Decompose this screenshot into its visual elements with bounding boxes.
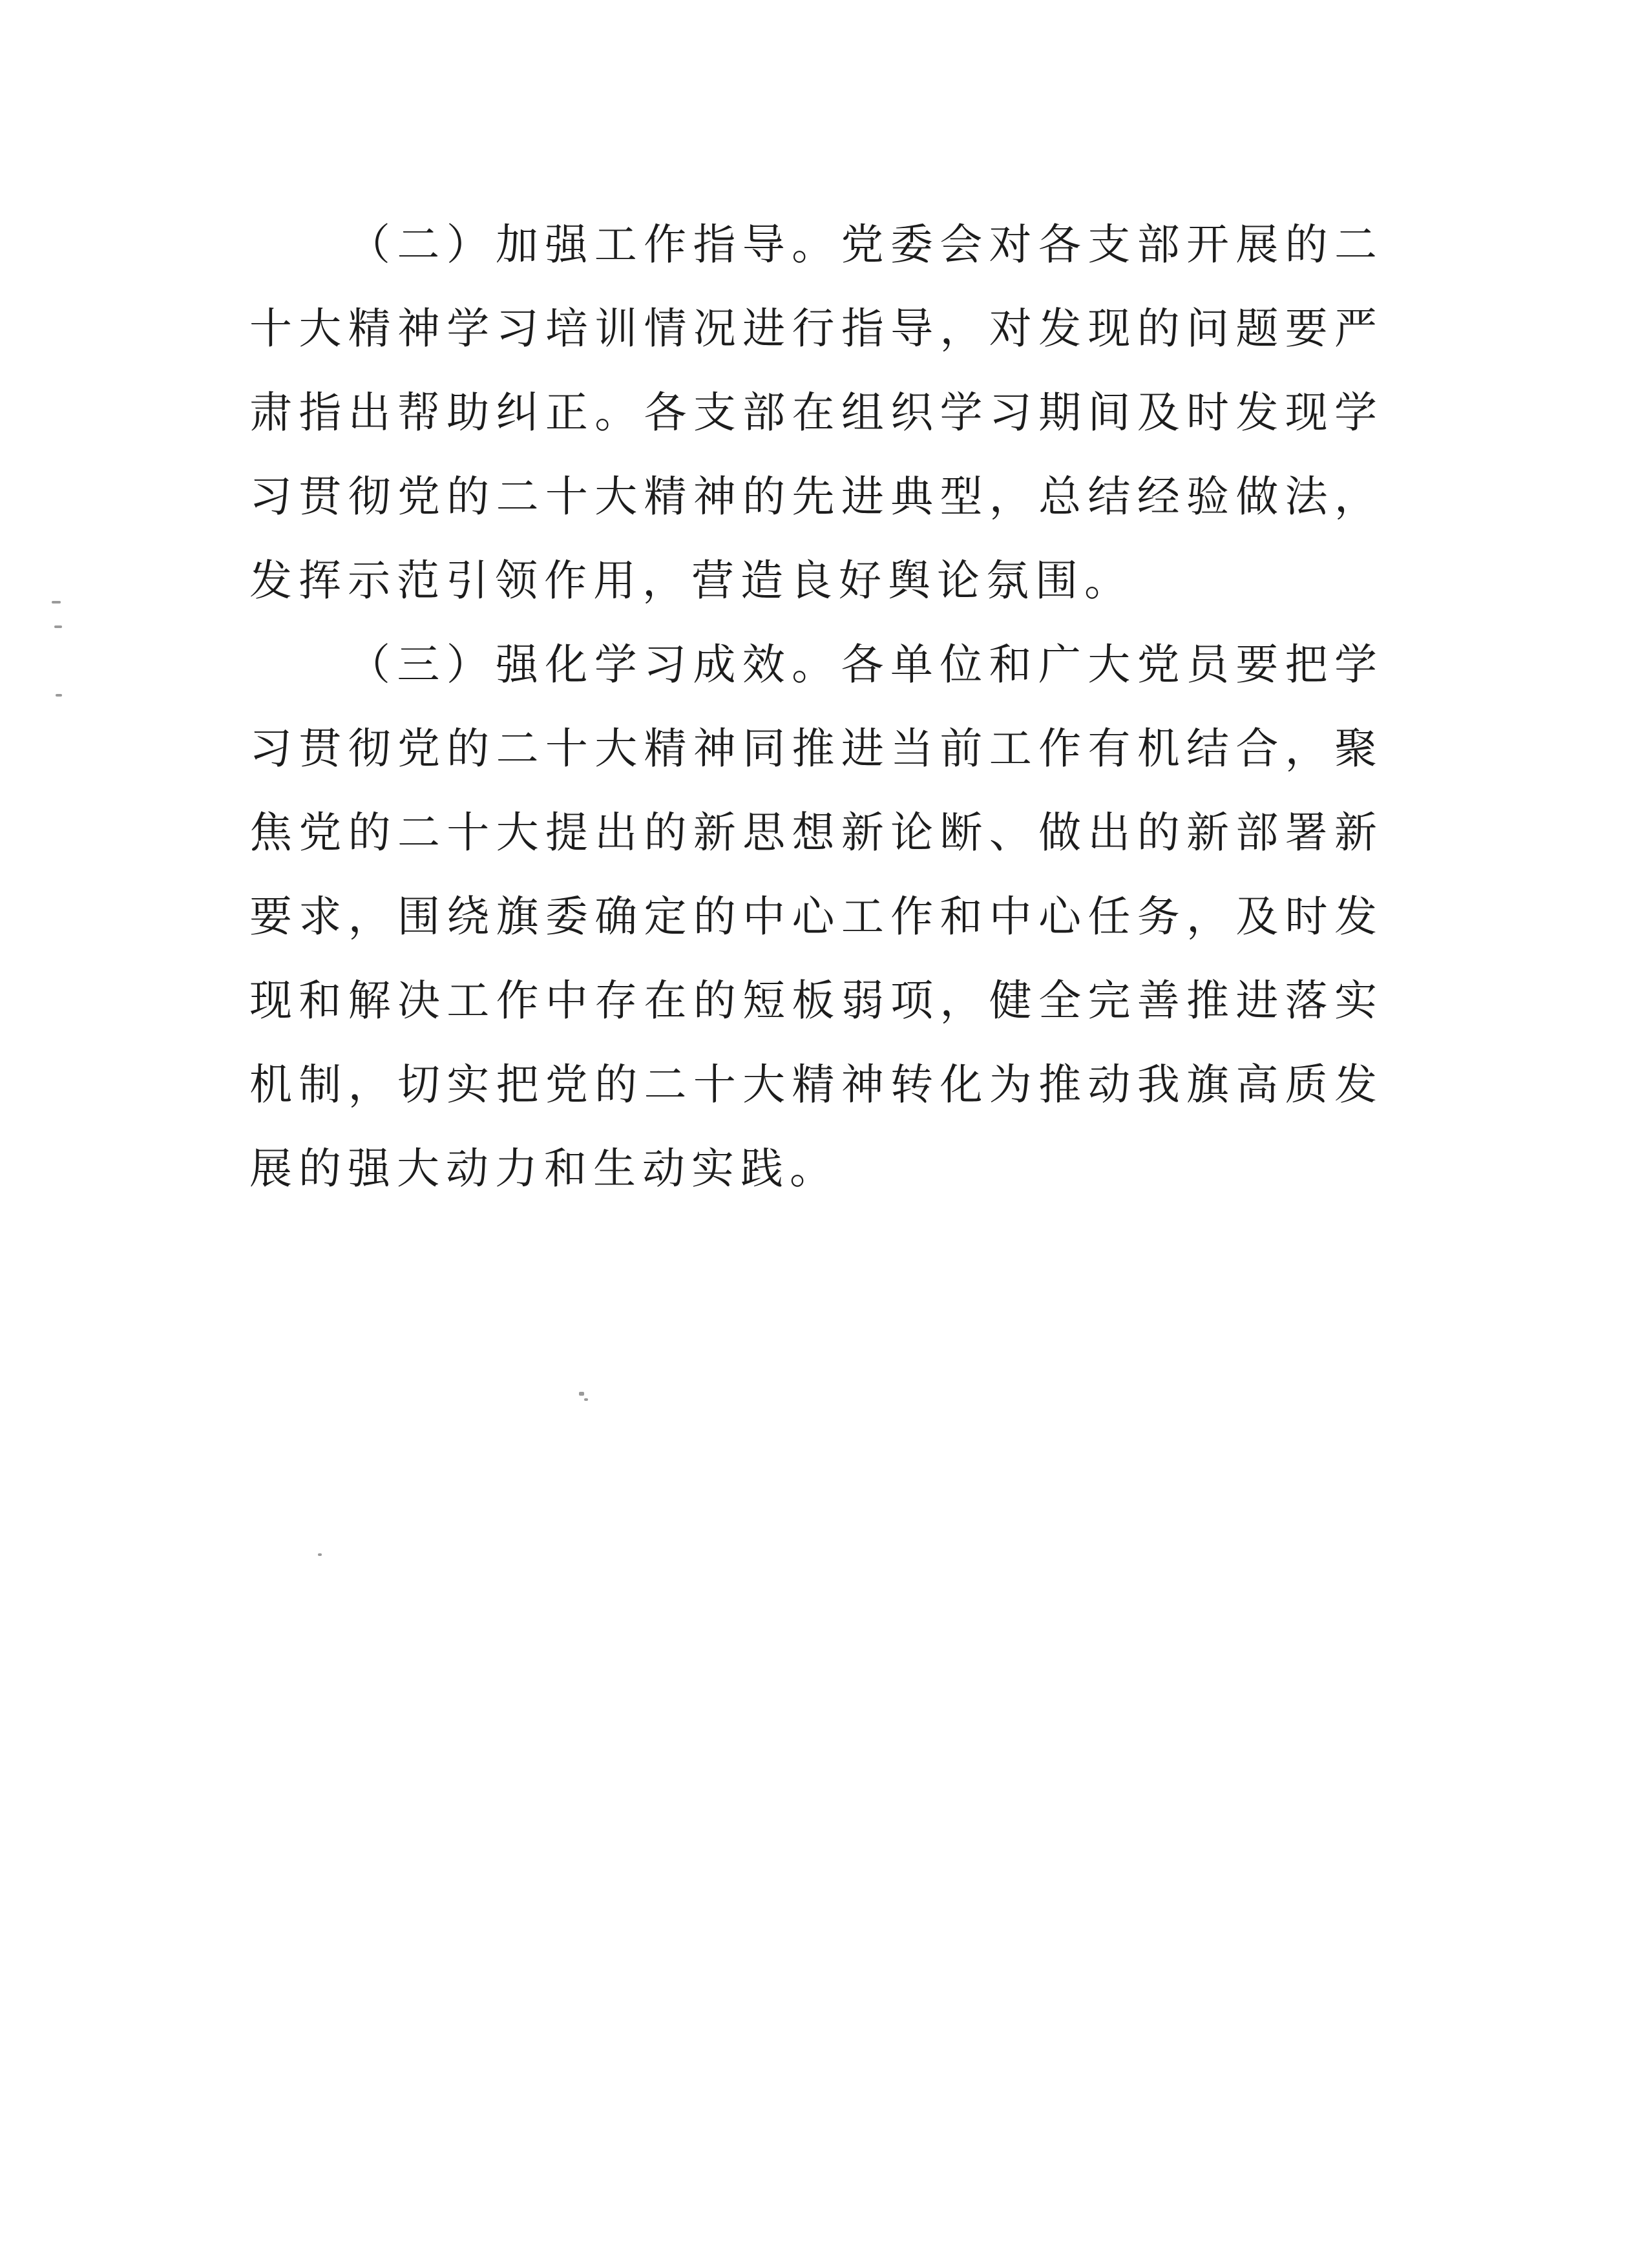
- scan-mark: [52, 601, 61, 604]
- scan-mark: [54, 625, 62, 628]
- scan-mark: [579, 1392, 584, 1396]
- scan-mark: [56, 694, 62, 697]
- document-body: [249, 203, 1383, 1211]
- paragraph-strengthen-effectiveness: （三）强化学习成效。各单位和广大党员要把学习贯彻党的二十大精神同推进当前工作有机结合，聚焦党的二十大提出的新思想新论断、做出的新部署新要求，围绕旗委确定的中心工作和中心任务，及时发现和解决工作中存在的短板弱项，健全完善推进落实机制，切实把党的二十大精神转化为推动我旗高质发展的强大动力和生动实践。: [249, 640, 1383, 1193]
- scan-mark: [318, 1553, 322, 1556]
- scan-mark: [584, 1398, 588, 1401]
- paragraph-strengthen-guidance: （二）加强工作指导。党委会对各支部开展的二十大精神学习培训情况进行指导，对发现的问题要严肃指出帮助纠正。各支部在组织学习期间及时发现学习贯彻党的二十大精神的先进典型，总结经验做法，发挥示范引领作用，营造良好舆论氛围。: [249, 220, 1383, 605]
